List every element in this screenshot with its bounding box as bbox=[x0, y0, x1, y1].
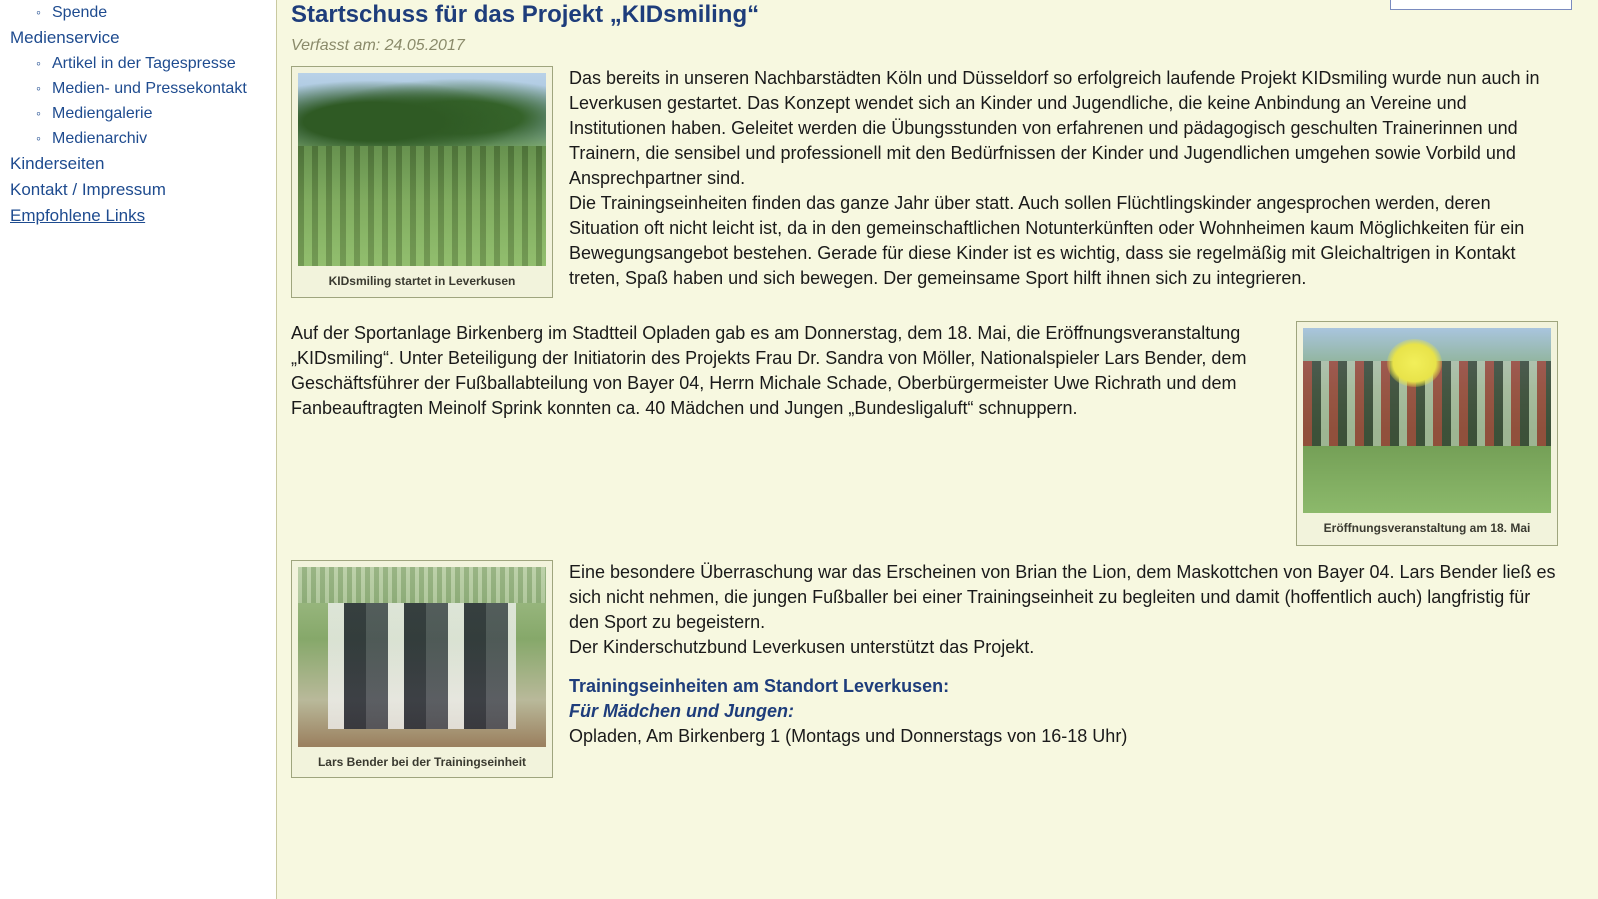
article-container bbox=[277, 0, 1598, 784]
article-section-1 bbox=[291, 66, 1558, 305]
sidebar-item-spende[interactable] bbox=[0, 0, 276, 25]
article-section-3 bbox=[291, 560, 1558, 784]
sidebar-item-label: Medien- und Pressekontakt bbox=[52, 80, 247, 97]
sidebar-list bbox=[0, 0, 276, 229]
sidebar-item-kontakt-impressum[interactable] bbox=[0, 177, 276, 203]
sidebar-item-label: Artikel in der Tagespresse bbox=[52, 55, 236, 72]
search-input[interactable] bbox=[1390, 0, 1572, 10]
location-line: Opladen, Am Birkenberg 1 (Montags und Donnerstags von 16-18 Uhr) bbox=[569, 726, 1128, 746]
paragraph-1: Das bereits in unseren Nachbarstädten Köln und Düsseldorf so erfolgreich laufende Projekt KIDsmiling wurde nun auch in Leverkusen gestartet. Das Konzept wendet sich an Kinder und Jugendliche, die keine Anbindung an Vereine und Institutionen haben. Geleitet werden die Übungsstunden von erfahrenen und pädagogisch geschulten Trainerinnen und Trainern, die sensibel und professionell mit den Bedürfnissen der Kinder und Jugendlichen umgehen sowie Vorbild und Ansprechpartner sind. bbox=[569, 68, 1540, 188]
subheading-maedchen-jungen: Für Mädchen und Jungen: bbox=[569, 701, 794, 721]
figure-eroeffnungsveranstaltung bbox=[1296, 321, 1558, 546]
paragraph-5: Der Kinderschutzbund Leverkusen unterstützt das Projekt. bbox=[569, 637, 1035, 657]
figure-caption: Lars Bender bei der Trainingseinheit bbox=[317, 755, 527, 769]
sidebar-item-kinderseiten[interactable] bbox=[0, 151, 276, 177]
figure-image bbox=[298, 567, 546, 747]
sidebar-item-medienarchiv[interactable] bbox=[0, 126, 276, 151]
article-body-2 bbox=[291, 321, 1278, 435]
article-date: Verfasst am: 24.05.2017 bbox=[291, 37, 465, 54]
sidebar-item-empfohlene-links[interactable] bbox=[0, 203, 276, 229]
paragraph-2: Die Trainingseinheiten finden das ganze Jahr über statt. Auch sollen Flüchtlingskinder angesprochen werden, deren Situation oft nicht leicht ist, da in den gemeinschaftlichen Notunterkünften oder Wohnheimen kaum Möglichkeiten für ein Bewegungsangebot bestehen. Gerade für diese Kinder ist es wichtig, dass sie regelmäßig mit Gleichaltrigen in Kontakt treten, Spaß haben und sich bewegen. Der gemeinsame Sport hilft ihnen sich zu integrieren. bbox=[569, 193, 1525, 288]
sidebar-item-mediengalerie[interactable] bbox=[0, 101, 276, 126]
article-body-3 bbox=[569, 560, 1558, 749]
figure-caption: Eröffnungsveranstaltung am 18. Mai bbox=[1323, 521, 1531, 535]
sidebar-item-label: Spende bbox=[52, 4, 108, 21]
subheading-trainingseinheiten: Trainingseinheiten am Standort Leverkusen: bbox=[569, 676, 950, 696]
sidebar-navigation bbox=[0, 0, 276, 899]
figure-kidsmiling-start bbox=[291, 66, 553, 298]
page-title: Startschuss für das Projekt „KIDsmiling“ bbox=[291, 1, 760, 28]
sidebar-item-label: Kontakt / Impressum bbox=[10, 180, 166, 199]
figure-image bbox=[298, 73, 546, 266]
paragraph-3: Auf der Sportanlage Birkenberg im Stadtteil Opladen gab es am Donnerstag, dem 18. Mai, die Eröffnungsveranstaltung „KIDsmiling“. Unter Beteiligung der Initiatorin des Projekts Frau Dr. Sandra von Möller, Nationalspieler Lars Bender, dem Geschäftsführer der Fußballabteilung von Bayer 04, Herrn Michale Schade, Oberbürgermeister Uwe Richrath und dem Fanbeauftragten Meinolf Sprink konnten ca. 40 Mädchen und Jungen „Bundesligaluft“ schnuppern. bbox=[291, 323, 1247, 418]
sidebar-item-artikel-in-der-tagespresse[interactable] bbox=[0, 51, 276, 76]
article-section-2 bbox=[291, 321, 1558, 552]
figure-lars-bender bbox=[291, 560, 553, 778]
figure-caption: KIDsmiling startet in Leverkusen bbox=[328, 274, 516, 288]
sidebar-item-medien-und-pressekontakt[interactable] bbox=[0, 76, 276, 101]
main-content bbox=[276, 0, 1598, 899]
sidebar-item-label: Mediengalerie bbox=[52, 105, 153, 122]
sidebar-item-medienservice[interactable] bbox=[0, 25, 276, 51]
paragraph-4: Eine besondere Überraschung war das Erscheinen von Brian the Lion, dem Maskottchen von Bayer 04. Lars Bender ließ es sich nicht nehmen, die jungen Fußballer bei einer Trainingseinheit zu begleiten und damit (hoffentlich auch) langfristig für den Sport zu begeistern. bbox=[569, 562, 1556, 632]
sidebar-item-label: Empfohlene Links bbox=[10, 206, 146, 225]
sidebar-item-label: Medienservice bbox=[10, 28, 120, 47]
sidebar-item-label: Kinderseiten bbox=[10, 154, 105, 173]
sidebar-item-label: Medienarchiv bbox=[52, 130, 148, 147]
figure-image bbox=[1303, 328, 1551, 513]
